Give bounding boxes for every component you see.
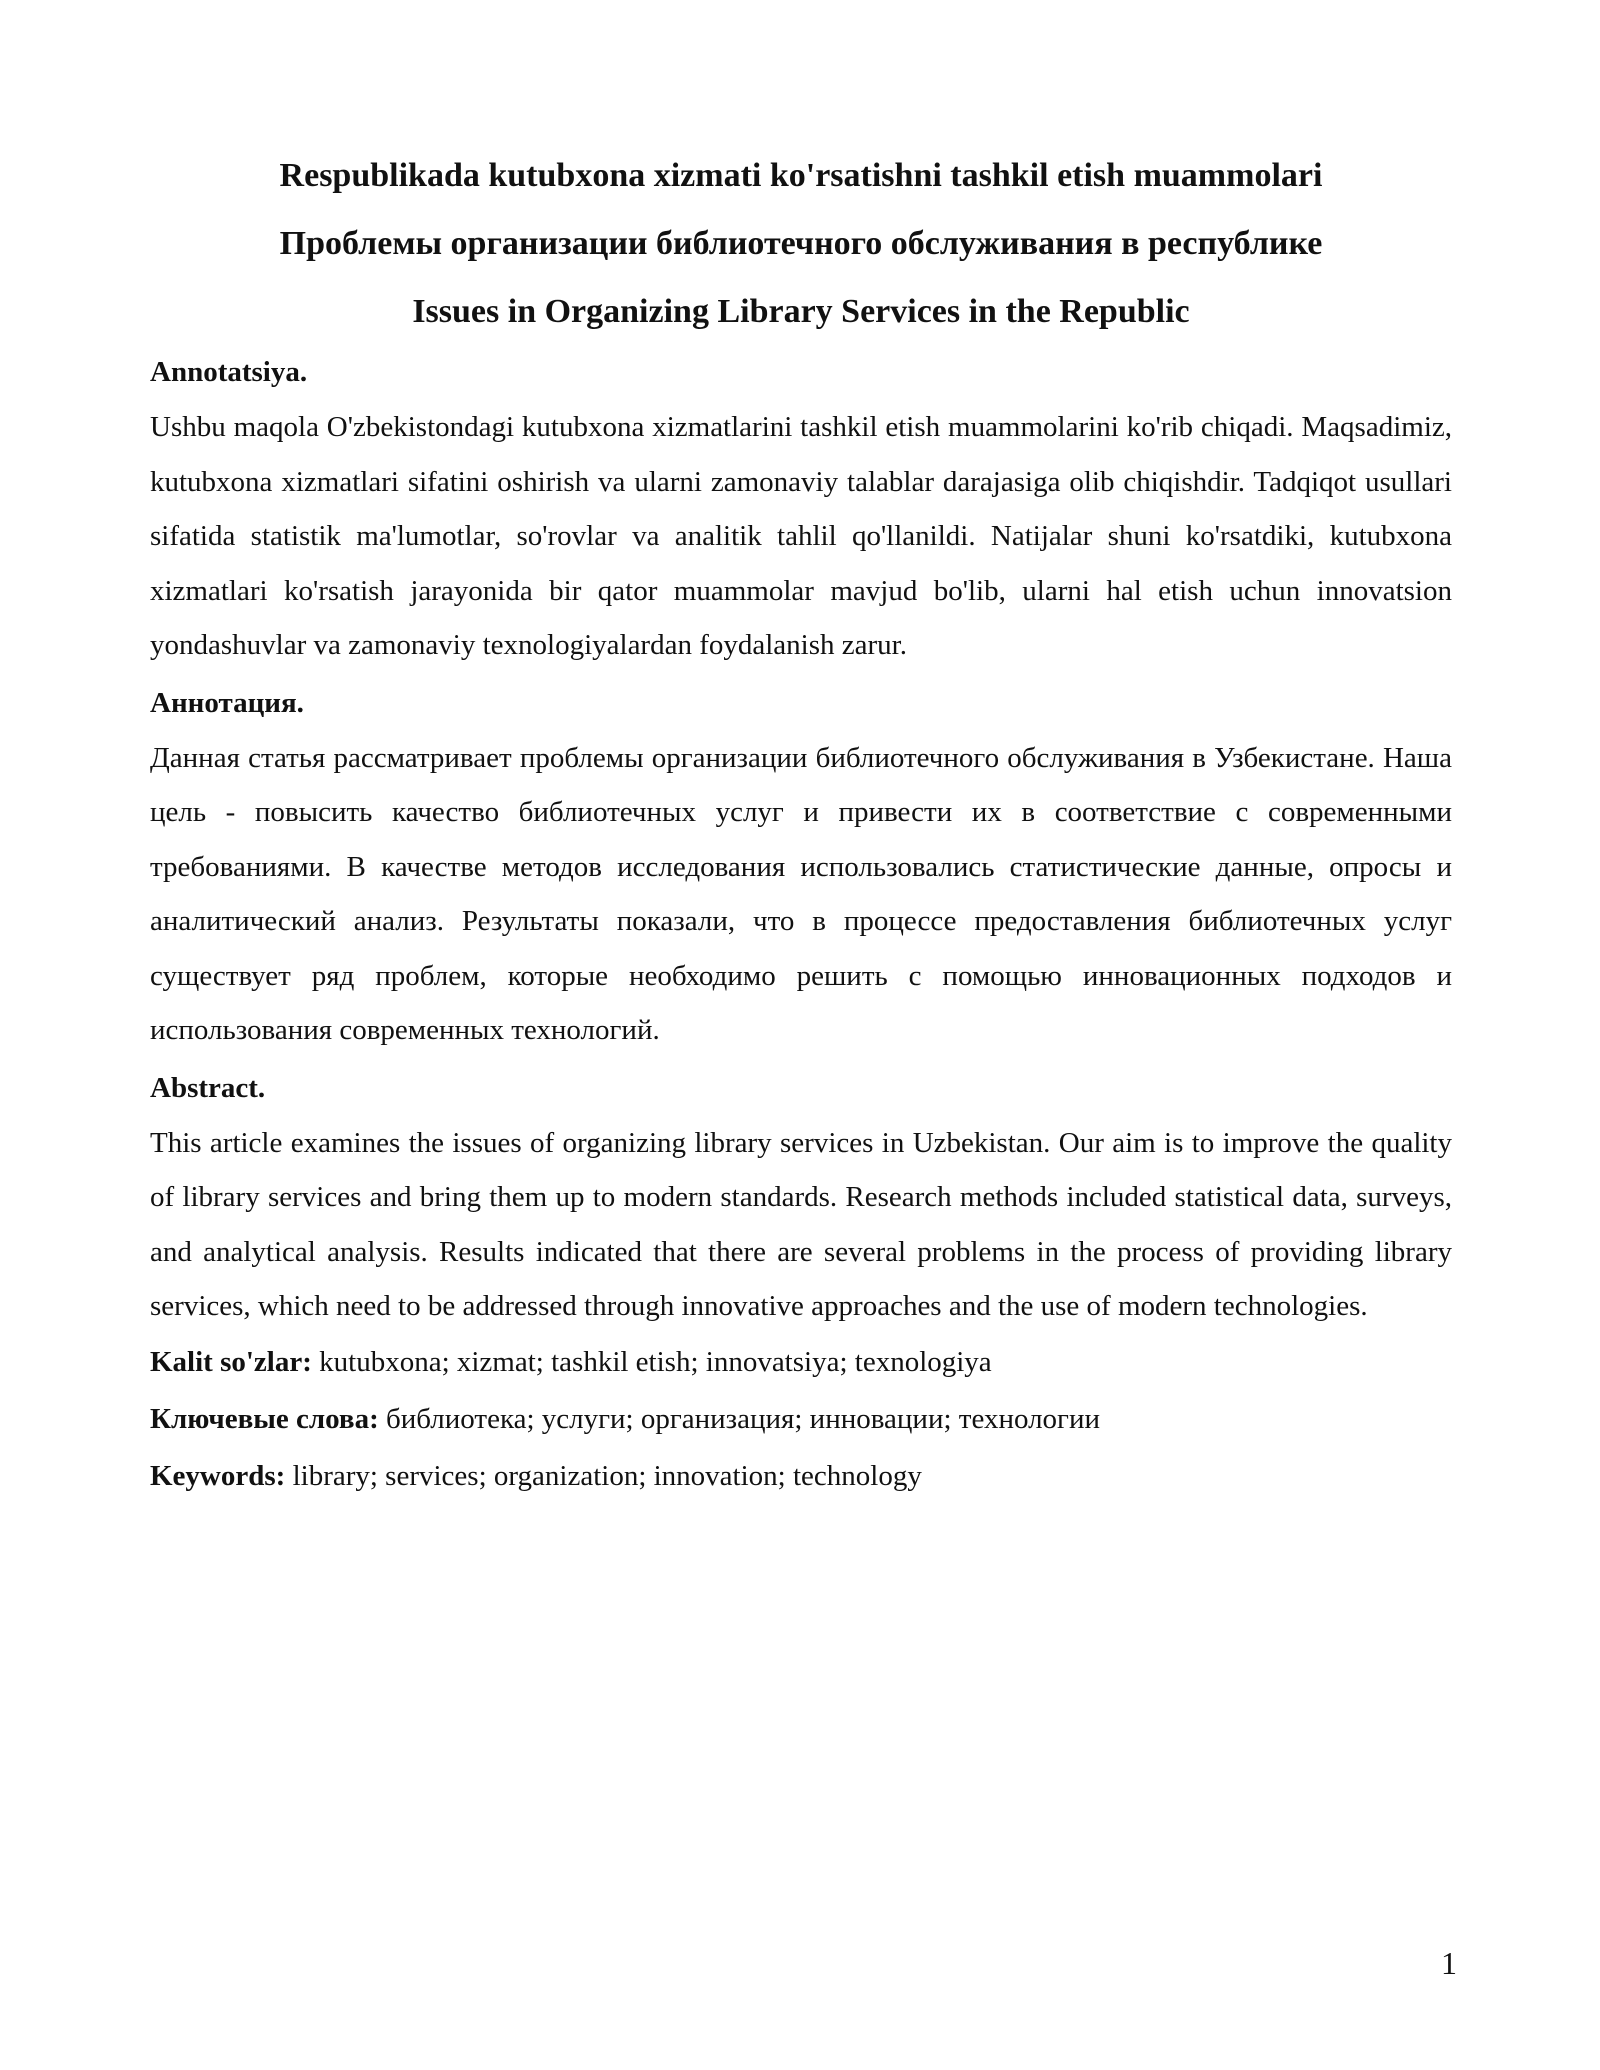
keywords-uzbek-label: Kalit so'zlar: [150, 1345, 312, 1378]
title-english: Issues in Organizing Library Services in the Republic [412, 293, 1190, 330]
keywords-english-label: Keywords: [150, 1459, 286, 1492]
annotation-uzbek-section [150, 344, 1452, 673]
abstract-english-section [150, 1060, 1452, 1334]
page-content [150, 142, 1452, 1505]
annotation-uzbek-text: Ushbu maqola O'zbekistondagi kutubxona xizmatlarini tashkil etish muammolarini ko'rib chiqadi. Maqsadimiz, kutubxona xizmatlari sifatini oshirish va ularni zamonaviy talablar darajasiga olib chiqishdir. Tadqiqot usullari sifatida statistik ma'lumotlar, so'rovlar va analitik tahlil qo'llanildi. Natijalar shuni ko'rsatdiki, kutubxona xizmatlari ko'rsatish jarayonida bir qator muammolar mavjud bo'lib, ularni hal etish uchun innovatsion yondashuvlar va zamonaviy texnologiyalardan foydalanish zarur. [150, 411, 1452, 661]
annotation-russian-text: Данная статья рассматривает проблемы организации библиотечного обслуживания в Узбекистане. Наша цель - повысить качество библиотечных услуг и привести их в соответствие с современными требованиями. В качестве методов исследования использовались статистические данные, опросы и аналитический анализ. Результаты показали, что в процессе предоставления библиотечных услуг существует ряд проблем, которые необходимо решить с помощью инновационных подходов и использования современных технологий. [150, 741, 1452, 1046]
page-number: 1 [1441, 1945, 1457, 1981]
annotation-russian-heading: Аннотация. [150, 686, 304, 719]
keywords-uzbek [150, 1334, 1452, 1391]
keywords-uzbek-value: kutubxona; xizmat; tashkil etish; innovatsiya; texnologiya [311, 1345, 992, 1378]
keywords-english [150, 1448, 1452, 1505]
abstract-english-text: This article examines the issues of organizing library services in Uzbekistan. Our aim is to improve the quality of library services and bring them up to modern standards. Research methods included statistical data, surveys, and analytical analysis. Results indicated that there are several problems in the process of providing library services, which need to be addressed through innovative approaches and the use of modern technologies. [150, 1126, 1452, 1322]
keywords-english-value: library; services; organization; innovation; technology [285, 1459, 922, 1492]
keywords-russian-label: Ключевые слова: [150, 1402, 379, 1435]
title-russian: Проблемы организации библиотечного обслуживания в республике [279, 225, 1323, 262]
keywords-russian-value: библиотека; услуги; организация; инновации; технологии [378, 1402, 1100, 1435]
keywords-block [150, 1334, 1452, 1505]
abstract-english-heading: Abstract. [150, 1071, 266, 1104]
annotation-russian-section [150, 675, 1452, 1058]
title-uzbek: Respublikada kutubxona xizmati ko'rsatishni tashkil etish muammolari [279, 157, 1323, 194]
keywords-russian [150, 1391, 1452, 1448]
annotation-uzbek-heading: Annotatsiya. [150, 356, 308, 388]
